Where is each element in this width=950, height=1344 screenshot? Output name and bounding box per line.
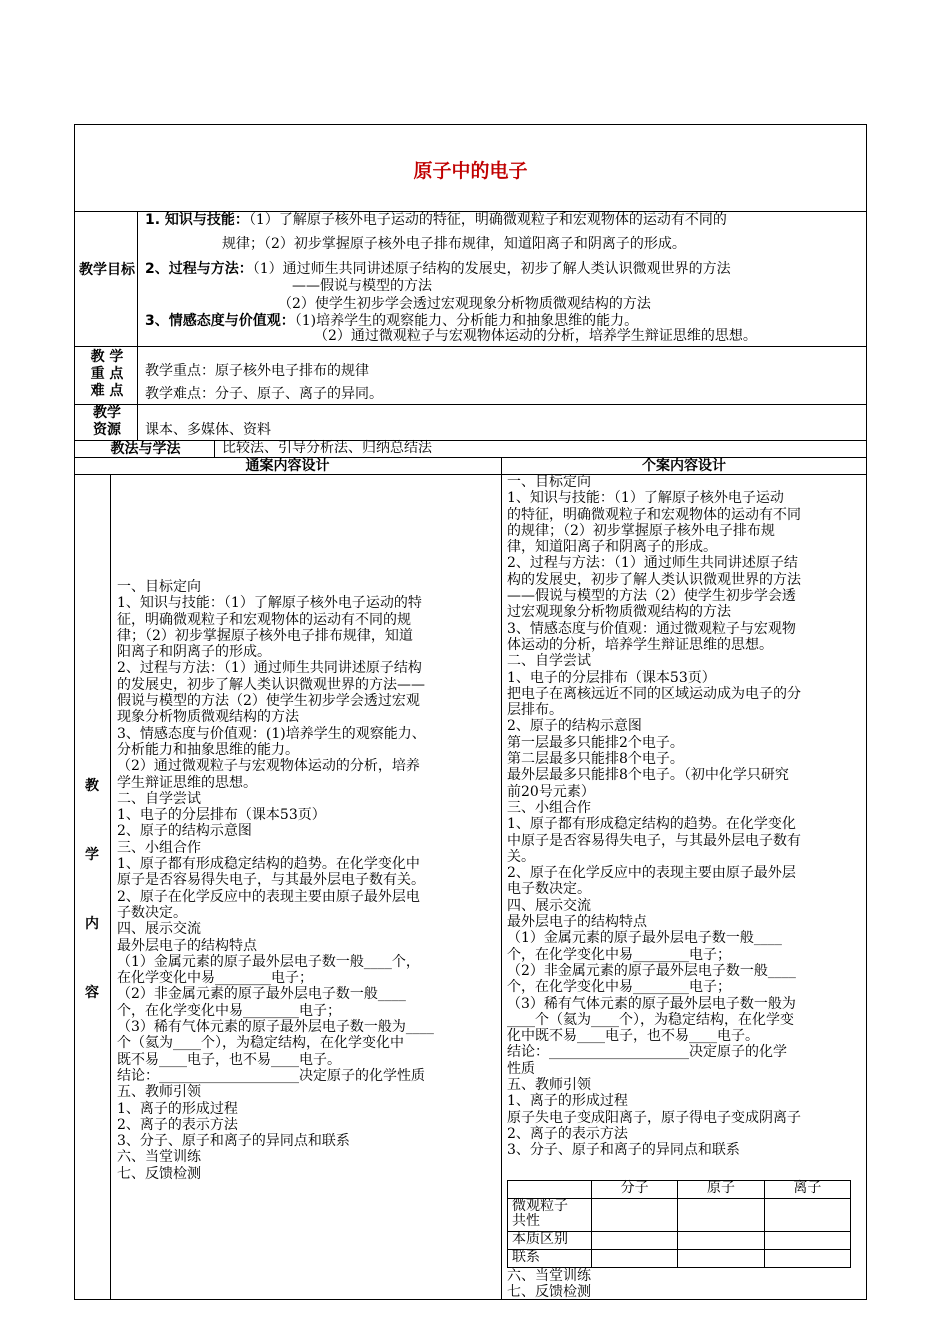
objective-line-2: 规律；（2）初步掌握原子核外电子排布规律，知道阳离子和阴离子的形成。 <box>222 236 686 252</box>
divider <box>137 211 138 440</box>
list-item: 六、当堂训练 <box>117 1149 201 1166</box>
list-item: 2、过程与方法：（1）通过师生共同讲述原子结 <box>507 555 798 572</box>
list-item: 的发展史，初步了解人类认识微观世界的方法—— <box>117 676 425 693</box>
list-item: 的特征，明确微观粒子和宏观物体的运动有不同 <box>507 506 801 523</box>
table-header-cell: 分子 <box>592 1181 678 1199</box>
list-item: 化中既不易____电子，也不易____电子。 <box>507 1028 759 1045</box>
list-item: 3、情感态度与价值观：(1)培养学生的观察能力、 <box>117 725 426 742</box>
list-item: ——假说与模型的方法（2）使学生初步学会透 <box>507 588 796 605</box>
list-item: 2、原子的结构示意图 <box>507 718 642 735</box>
list-item: 体运动的分析，培养学生辩证思维的思想。 <box>507 636 773 653</box>
objective-line-6: 3、情感态度与价值观：（1)培养学生的观察能力、分析能力和抽象思维的能力。 <box>145 313 639 329</box>
list-item: 原子是否容易得失电子，与其最外层电子数有关。 <box>117 872 425 889</box>
list-item: 七、反馈检测 <box>507 1284 591 1301</box>
list-item: 1、电子的分层排布（课本53页） <box>117 807 326 824</box>
list-item: （1）金属元素的原子最外层电子数一般____ <box>507 930 782 947</box>
list-item: （2）非金属元素的原子最外层电子数一般____ <box>507 962 796 979</box>
individual-content <box>507 474 863 1158</box>
individual-tail <box>507 1268 591 1301</box>
list-item: 前20号元素） <box>507 783 595 800</box>
list-item: 最外层电子的结构特点 <box>117 937 257 954</box>
table-row-label: 本质区别 <box>508 1232 592 1250</box>
list-item: 2、原子在化学反应中的表现主要由原子最外层 <box>507 865 796 882</box>
table-row-label: 联系 <box>508 1250 592 1268</box>
list-item: 3、分子、原子和离子的异同点和联系 <box>507 1142 740 1159</box>
objective-line-4: ——假说与模型的方法 <box>292 278 432 294</box>
list-item: 3、分子、原子和离子的异同点和联系 <box>117 1133 350 1150</box>
table-row <box>508 1250 851 1268</box>
list-item: 2、离子的表示方法 <box>117 1116 238 1133</box>
list-item: 1、原子都有形成稳定结构的趋势。在化学变化中 <box>117 856 420 873</box>
methods-label: 教法与学法 <box>110 441 181 457</box>
list-item: （3）稀有气体元素的原子最外层电子数一般为____ <box>117 1019 434 1036</box>
list-item: 分析能力和抽象思维的能力。 <box>117 741 299 758</box>
list-item: 电子数决定。 <box>507 881 591 898</box>
list-item: ____个（氦为____个），为稳定结构，在化学变 <box>507 1011 794 1028</box>
page-title: 原子中的电子 <box>413 160 528 182</box>
list-item: 在化学变化中易________电子； <box>117 970 313 987</box>
frame-right <box>866 124 867 1300</box>
table-row-label: 微观粒子 共性 <box>508 1199 592 1232</box>
list-item: 五、教师引领 <box>507 1076 591 1093</box>
td <box>678 1199 764 1232</box>
frame-bottom <box>74 1299 867 1300</box>
divider <box>110 474 111 1299</box>
list-item: 第二层最多只能排8个电子。 <box>507 751 684 768</box>
list-item: 3、情感态度与价值观：通过微观粒子与宏观物 <box>507 620 796 637</box>
list-item: 的规律；（2）初步掌握原子核外电子排布规 <box>507 522 775 539</box>
frame-left <box>74 124 75 1300</box>
table-header-cell <box>508 1181 592 1199</box>
list-item: 最外层电子的结构特点 <box>507 914 647 931</box>
list-item: 三、小组合作 <box>507 799 591 816</box>
list-item: 学生辩证思维的思想。 <box>117 774 257 791</box>
list-item: 2、原子的结构示意图 <box>117 823 252 840</box>
list-item: 一、目标定向 <box>117 579 201 595</box>
content-label-char: 教 <box>85 778 99 794</box>
list-item: 六、当堂训练 <box>507 1268 591 1284</box>
list-item: 结论：____________________决定原子的化学性质 <box>117 1067 425 1084</box>
list-item: 律；（2）初步掌握原子核外电子排布规律，知道 <box>117 627 413 644</box>
list-item: 2、过程与方法：（1）通过师生共同讲述原子结构 <box>117 660 422 677</box>
list-item: 1、离子的形成过程 <box>117 1100 238 1117</box>
divider <box>74 346 867 347</box>
objective-line-7: （2）通过微观粒子与宏观物体运动的分析，培养学生辩证思维的思想。 <box>314 328 757 344</box>
td <box>592 1199 678 1232</box>
list-item: 阳离子和阴离子的形成。 <box>117 644 271 661</box>
list-item: 律，知道阳离子和阴离子的形成。 <box>507 539 717 556</box>
objective-line-3: 2、过程与方法：（1）通过师生共同讲述原子结构的发展史，初步了解人类认识微观世界的方法 <box>145 261 731 277</box>
list-item: 中原子是否容易得失电子，与其最外层电子数有 <box>507 832 801 849</box>
list-item: 把电子在离核远近不同的区域运动成为电子的分 <box>507 685 801 702</box>
list-item: 第一层最多只能排2个电子。 <box>507 734 684 751</box>
objective-line-1: 1. 知识与技能：（1）了解原子核外电子运动的特征，明确微观粒子和宏观物体的运动有不同的 <box>145 212 727 228</box>
list-item: 1、离子的形成过程 <box>507 1093 628 1110</box>
td <box>678 1250 764 1268</box>
divider <box>501 457 502 1299</box>
list-item: 三、小组合作 <box>117 839 201 856</box>
list-item: 层排布。 <box>507 702 563 719</box>
list-item: 过宏观现象分析物质微观结构的方法 <box>507 604 731 621</box>
list-item: 二、自学尝试 <box>507 653 591 670</box>
individual-header: 个案内容设计 <box>642 458 726 474</box>
list-item: 2、原子在化学反应中的表现主要由原子最外层电 <box>117 888 420 905</box>
keypoints-label: 教 学 重 点 难 点 <box>90 349 124 399</box>
list-item: 1、知识与技能：（1）了解原子核外电子运动的特 <box>117 595 422 612</box>
divider <box>214 440 215 457</box>
list-item: 七、反馈检测 <box>117 1165 201 1182</box>
common-content <box>117 579 495 1182</box>
list-item: （2）非金属元素的原子最外层电子数一般____ <box>117 986 406 1003</box>
list-item: （2）通过微观粒子与宏观物体运动的分析，培养 <box>117 758 420 775</box>
table-header-cell: 离子 <box>764 1181 850 1199</box>
td <box>764 1199 850 1232</box>
table-row <box>508 1232 851 1250</box>
td <box>592 1232 678 1250</box>
resources-label: 教学 资源 <box>93 405 121 438</box>
content-label-char: 学 <box>85 847 99 863</box>
list-item: 征，明确微观粒子和宏观物体的运动有不同的规 <box>117 611 411 628</box>
table-row <box>508 1181 851 1199</box>
frame-top <box>74 124 867 125</box>
list-item: 个，在化学变化中易________电子； <box>507 946 731 963</box>
td <box>592 1250 678 1268</box>
list-item: 构的发展史，初步了解人类认识微观世界的方法 <box>507 571 801 588</box>
list-item: 既不易____电子，也不易____电子。 <box>117 1051 341 1068</box>
list-item: 1、电子的分层排布（课本53页） <box>507 669 716 686</box>
list-item: 现象分析物质微观结构的方法 <box>117 709 299 726</box>
methods-text: 比较法、引导分析法、归纳总结法 <box>222 440 432 456</box>
list-item: 个，在化学变化中易________电子； <box>507 979 731 996</box>
list-item: 一、目标定向 <box>507 474 591 490</box>
list-item: 关。 <box>507 848 535 865</box>
list-item: 子数决定。 <box>117 904 187 921</box>
list-item: 性质 <box>507 1060 535 1077</box>
objectives-label: 教学目标 <box>79 262 135 278</box>
objective-line-5: （2）使学生初步学会透过宏观现象分析物质微观结构的方法 <box>278 296 651 312</box>
resources-text: 课本、多媒体、资料 <box>145 422 271 438</box>
td <box>764 1232 850 1250</box>
teaching-difficulty: 教学难点：分子、原子、离子的异同。 <box>145 386 383 402</box>
list-item: 结论：____________________决定原子的化学 <box>507 1044 787 1061</box>
list-item: 四、展示交流 <box>117 921 201 938</box>
list-item: 原子失电子变成阳离子，原子得电子变成阴离子 <box>507 1109 801 1126</box>
list-item: （1）金属元素的原子最外层电子数一般____个， <box>117 953 420 970</box>
divider <box>74 404 867 405</box>
teaching-focus: 教学重点：原子核外电子排布的规律 <box>145 363 369 379</box>
list-item: 1、原子都有形成稳定结构的趋势。在化学变化 <box>507 816 796 833</box>
list-item: 最外层最多只能排8个电子。（初中化学只研究 <box>507 767 789 784</box>
td <box>678 1232 764 1250</box>
list-item: 个（氦为____个），为稳定结构，在化学变化中 <box>117 1035 404 1052</box>
content-label-char: 容 <box>85 985 99 1001</box>
table-row <box>508 1199 851 1232</box>
td <box>764 1250 850 1268</box>
list-item: 2、离子的表示方法 <box>507 1125 628 1142</box>
list-item: 四、展示交流 <box>507 897 591 914</box>
list-item: 1、知识与技能：（1）了解原子核外电子运动 <box>507 490 784 507</box>
list-item: 五、教师引领 <box>117 1084 201 1101</box>
common-header: 通案内容设计 <box>245 458 330 474</box>
list-item: 假说与模型的方法（2）使学生初步学会透过宏观 <box>117 693 420 710</box>
table-header-cell: 原子 <box>678 1181 764 1199</box>
list-item: （3）稀有气体元素的原子最外层电子数一般为 <box>507 995 796 1012</box>
list-item: 二、自学尝试 <box>117 790 201 807</box>
list-item: 个，在化学变化中易________电子； <box>117 1002 341 1019</box>
content-label-char: 内 <box>85 916 99 932</box>
compare-table <box>507 1180 851 1268</box>
